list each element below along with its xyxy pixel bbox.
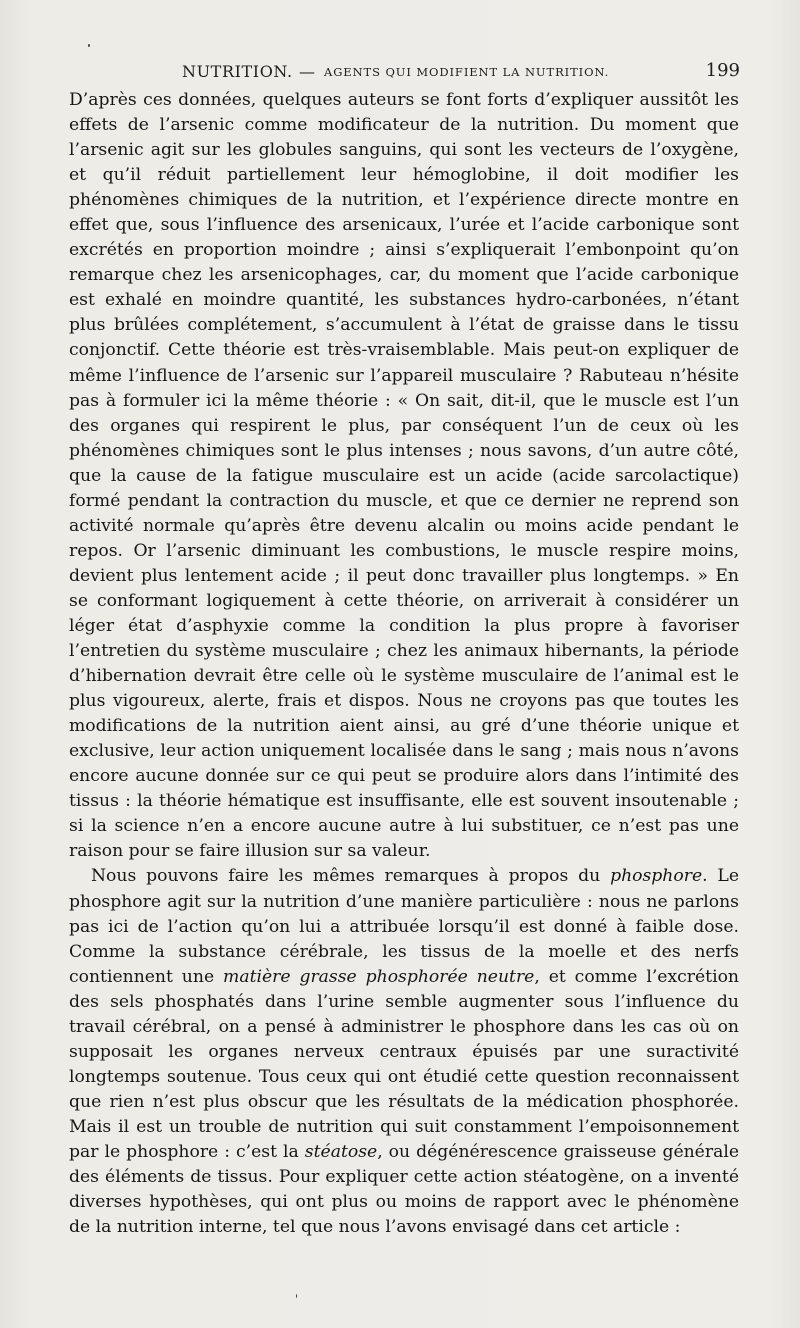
paper-speck	[88, 44, 90, 47]
running-head-title: NUTRITION.	[182, 62, 293, 81]
text-segment: , et comme l’excrétion des sels phosphatés dans l’urine semble augmenter sous l’influence du travail cérébral, on a pensé à administrer le phosphore dans les cas où on supposait les organes nerveux centraux épuisés par une suractivité longtemps soutenue. Tous ceux qui ont étudié cette question reconnaissent que rien n’est plus obscur que les résultats de la médication phosphorée. Mais il est un trouble de nutrition qui suit constamment l’empoisonnement par le phosphore : c’est la	[69, 966, 739, 1162]
running-head-subtitle: AGENTS QUI MODIFIENT LA NUTRITION.	[324, 65, 610, 79]
italic-term: matière grasse phosphorée neutre	[223, 966, 535, 987]
paragraph-arsenic	[69, 88, 739, 864]
paper-speck	[296, 1294, 297, 1298]
paragraph-phosphore	[69, 864, 739, 1240]
italic-term: phosphore	[610, 866, 703, 887]
running-head	[70, 58, 740, 88]
running-head-dash: —	[299, 62, 315, 81]
italic-term: stéatose	[304, 1141, 378, 1162]
text-segment: . Le phosphore agit sur la nutrition d’une manière particulière : nous ne parlons pas ici de l’action qu’on lui a attribuée lorsqu’il est donné à faible dose. Comme la substance cérébrale, les tissus de la moelle et des nerfs contiennent une	[69, 866, 739, 987]
text-segment: Nous pouvons faire les mêmes remarques à propos du	[91, 866, 611, 887]
body-text	[69, 88, 739, 1240]
page-number: 199	[705, 60, 740, 81]
text-segment: , ou dégénérescence graisseuse générale des éléments de tissus. Pour expliquer cette action stéatogène, on a inventé diverses hypothèses, qui ont plus ou moins de rapport avec le phénomène de la nutrition interne, tel que nous l’avons envisagé dans cet article :	[69, 1141, 739, 1238]
text-segment: D’après ces données, quelques auteurs se font forts d’expliquer aussitôt les effets de l’arsenic comme modificateur de la nutrition. Du moment que l’arsenic agit sur les globules sanguins, qui sont les vecteurs de l’oxygène, et qu’il réduit partiellement leur hémoglobine, il doit modifier les phénomènes chimiques de la nutrition, et l’expérience directe montre en effet que, sous l’influence des arsenicaux, l’urée et l’acide carbonique sont excrétés en proportion moindre ; ainsi s’expliquerait l’embonpoint qu’on remarque chez les arsenicophages, car, du moment que l’acide carbonique est exhalé en moindre quantité, les substances hydro-carbonées, n’étant plus brûlées complétement, s’accumulent à l’état de graisse dans le tissu conjonctif. Cette théorie est très-vraisemblable. Mais peut-on expliquer de même l’influence de l’arsenic sur l’appareil musculaire ? Rabuteau n’hésite pas à formuler ici la même théorie : « On sait, dit-il, que le muscle est l’un des organes qui respirent le plus, par conséquent l’un de ceux où les phénomènes chimiques sont le plus intenses ; nous savons, d’un autre côté, que la cause de la fatigue musculaire est un acide (acide sarcolactique) formé pendant la contraction du muscle, et que ce dernier ne reprend son activité normale qu’après être devenu alcalin ou moins acide pendant le repos. Or l’arsenic diminuant les combustions, le muscle respire moins, devient plus lentement acide ; il peut donc travailler plus longtemps. » En se conformant logiquement à cette théorie, on arriverait à considérer un léger état d’asphyxie comme la condition la plus propre à favoriser l’entretien du système musculaire ; chez les animaux hibernants, la période d’hibernation devrait être celle où le système musculaire de l’animal est le plus vigoureux, alerte, frais et dispos. Nous ne croyons pas que toutes les modifications de la nutrition aient ainsi, au gré d’une théorie unique et exclusive, leur action uniquement localisée dans le sang ; mais nous n’avons encore aucune donnée sur ce qui peut se produire alors dans l’intimité des tissus : la théorie hématique est insuffisante, elle est souvent insoutenable ; si la science n’en a encore aucune autre à lui substituer, ce n’est pas une raison pour se faire illusion sur sa valeur.	[69, 90, 739, 862]
